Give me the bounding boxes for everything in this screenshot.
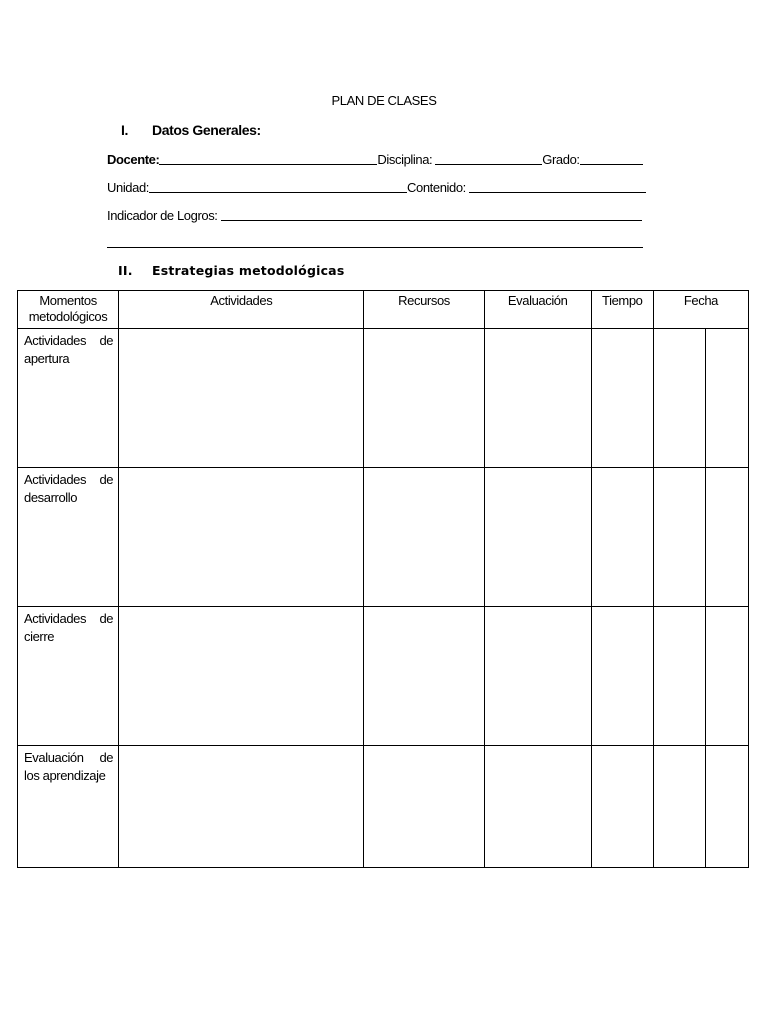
- fecha-cell[interactable]: [705, 329, 748, 468]
- header-fecha: Fecha: [653, 291, 748, 329]
- recursos-cell[interactable]: [364, 746, 484, 868]
- evaluacion-cell[interactable]: [484, 607, 591, 746]
- tiempo-cell[interactable]: [591, 607, 653, 746]
- unidad-label: Unidad:: [107, 180, 150, 195]
- indicador-field[interactable]: [221, 207, 642, 221]
- plan-table: [17, 290, 749, 868]
- table-row: [18, 607, 749, 746]
- evaluacion-cell[interactable]: [484, 468, 591, 607]
- table-row: [18, 468, 749, 607]
- table-header-row: [18, 291, 749, 329]
- recursos-cell[interactable]: [364, 468, 484, 607]
- fecha-cell[interactable]: [705, 746, 748, 868]
- header-recursos: Recursos: [364, 291, 484, 329]
- actividades-cell[interactable]: [119, 468, 364, 607]
- fecha-cell[interactable]: [705, 468, 748, 607]
- tiempo-cell[interactable]: [591, 746, 653, 868]
- section-number: I.: [121, 122, 128, 138]
- indicador-label: Indicador de Logros:: [107, 208, 218, 223]
- fecha-cell[interactable]: [653, 607, 705, 746]
- contenido-label: Contenido:: [407, 180, 466, 195]
- recursos-cell[interactable]: [364, 329, 484, 468]
- field-row-unidad: [107, 179, 646, 195]
- grado-label: Grado:: [542, 152, 580, 167]
- fecha-cell[interactable]: [705, 607, 748, 746]
- field-row-indicador: [107, 207, 642, 223]
- field-row-docente: [107, 151, 643, 167]
- moment-cell: Actividades de cierre: [18, 607, 119, 746]
- section-estrategias: [118, 263, 344, 278]
- moment-cell: Evaluación de los aprendizaje: [18, 746, 119, 868]
- tiempo-cell[interactable]: [591, 329, 653, 468]
- page-title: PLAN DE CLASES: [331, 93, 437, 108]
- tiempo-cell[interactable]: [591, 468, 653, 607]
- disciplina-label: Disciplina:: [377, 152, 433, 167]
- header-actividades: Actividades: [119, 291, 364, 329]
- docente-field[interactable]: [159, 151, 377, 165]
- header-momentos: Momentos metodológicos: [18, 291, 119, 329]
- docente-label: Docente:: [107, 152, 160, 167]
- evaluacion-cell[interactable]: [484, 746, 591, 868]
- disciplina-field[interactable]: [435, 151, 542, 165]
- actividades-cell[interactable]: [119, 329, 364, 468]
- fecha-cell[interactable]: [653, 746, 705, 868]
- fecha-cell[interactable]: [653, 329, 705, 468]
- table-row: [18, 746, 749, 868]
- grado-field[interactable]: [580, 151, 643, 165]
- moment-cell: Actividades de desarrollo: [18, 468, 119, 607]
- unidad-field[interactable]: [149, 179, 407, 193]
- indicador-continuation-line[interactable]: [107, 247, 643, 248]
- header-evaluacion: Evaluación: [484, 291, 591, 329]
- contenido-field[interactable]: [469, 179, 646, 193]
- moment-cell: Actividades de apertura: [18, 329, 119, 468]
- actividades-cell[interactable]: [119, 607, 364, 746]
- section-datos-generales: [121, 122, 261, 138]
- table-row: [18, 329, 749, 468]
- section-number: II.: [118, 263, 133, 278]
- section-label: Datos Generales:: [152, 122, 261, 138]
- header-tiempo: Tiempo: [591, 291, 653, 329]
- evaluacion-cell[interactable]: [484, 329, 591, 468]
- recursos-cell[interactable]: [364, 607, 484, 746]
- actividades-cell[interactable]: [119, 746, 364, 868]
- section-label: Estrategias metodológicas: [152, 263, 345, 278]
- fecha-cell[interactable]: [653, 468, 705, 607]
